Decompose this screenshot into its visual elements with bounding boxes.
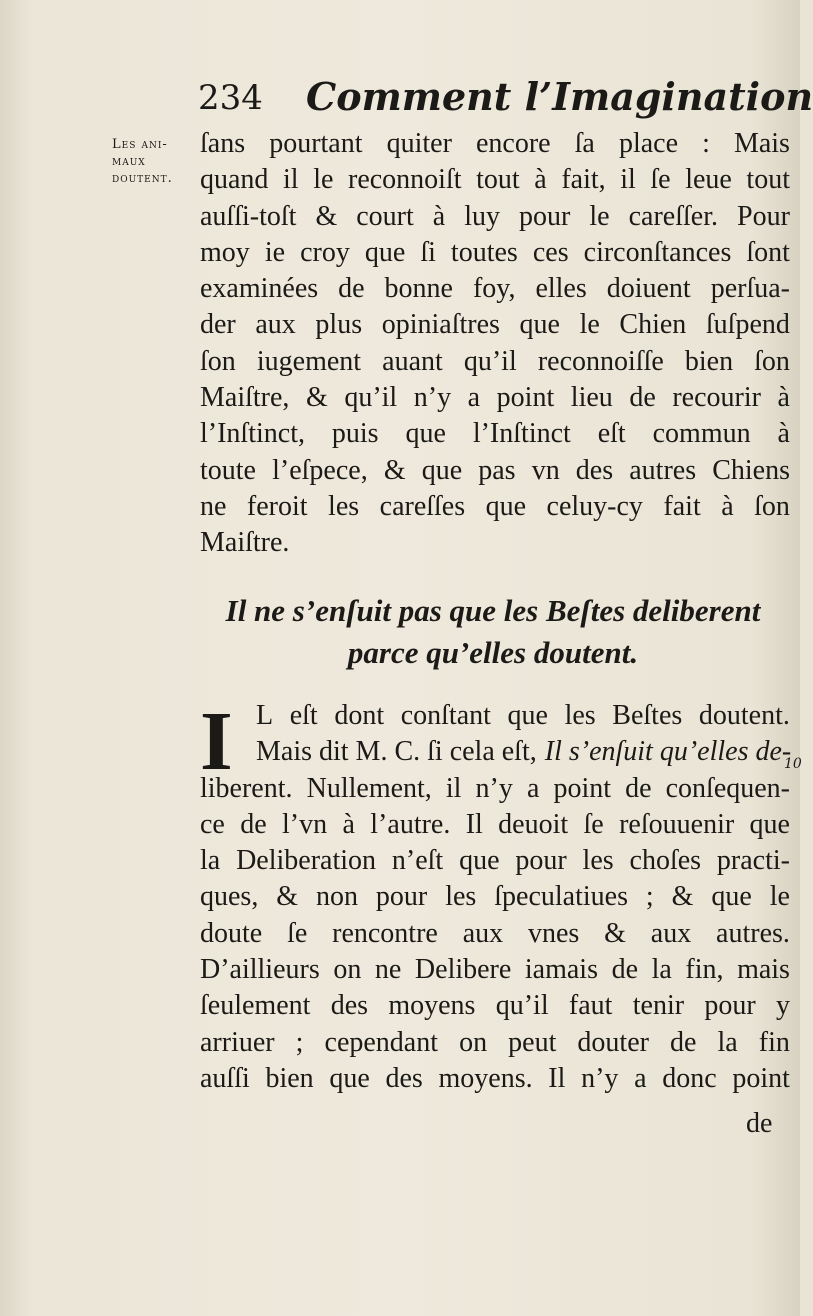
word: a [634, 1062, 647, 1094]
margin-note-line: Les ani- [112, 137, 168, 152]
word: pour [515, 845, 567, 877]
text-line [200, 1025, 790, 1061]
word: bien [265, 1062, 314, 1094]
word: ces [532, 236, 569, 268]
word: pour [704, 990, 756, 1022]
heading-line: parce qu’elles doutent. [347, 635, 639, 670]
word: reconnoiſt [348, 164, 462, 196]
word: iugement [256, 345, 362, 377]
word: les [582, 845, 614, 877]
word: luy [464, 200, 501, 232]
word: que [405, 418, 446, 450]
word: à [777, 418, 790, 450]
word: pour [375, 881, 428, 913]
word: de [629, 382, 656, 414]
word: ; [645, 881, 654, 913]
word: la [651, 954, 672, 986]
word: deuoit [498, 808, 569, 840]
word: der [200, 309, 236, 341]
text-line [200, 988, 790, 1024]
word: tout [746, 164, 790, 196]
word: auſſi [200, 1062, 250, 1094]
word: L [256, 700, 274, 731]
word: le [769, 881, 790, 913]
word: Chien [619, 309, 687, 341]
word: Delibere [414, 954, 512, 986]
word: il [445, 772, 462, 804]
word: Chiens [712, 454, 790, 486]
word: ſi [420, 236, 436, 268]
word: que [485, 490, 527, 522]
word: moyens. [438, 1062, 533, 1094]
word: à [721, 490, 734, 522]
text-line [200, 162, 790, 198]
word: ſon [754, 490, 790, 522]
word: point [732, 1062, 790, 1094]
word: ſont [746, 236, 790, 268]
word: les [445, 881, 477, 913]
word: Maiſtre, [200, 382, 290, 414]
word: faut [568, 990, 613, 1022]
text-line [200, 916, 790, 952]
text-line [200, 771, 790, 807]
word: que [711, 881, 752, 913]
word: mais [737, 954, 790, 986]
word: ; [295, 1026, 304, 1058]
word: ie [264, 236, 286, 268]
word: fin, [685, 954, 724, 986]
word: recourir [672, 382, 761, 414]
word: fin [758, 1026, 790, 1058]
word: point [553, 772, 612, 804]
word: non [315, 881, 358, 913]
word: il [283, 164, 299, 196]
side-reference: 10 [784, 756, 802, 772]
margin-note [112, 136, 204, 187]
word: ſon [200, 345, 236, 377]
text-line [200, 199, 790, 235]
margin-note-line: maux [112, 154, 146, 169]
word: opiniaſtres [381, 309, 500, 341]
word: pourtant [269, 128, 363, 159]
word: point [496, 382, 555, 414]
word: fait [663, 490, 701, 522]
paragraph-1 [200, 126, 790, 562]
word: que [421, 454, 463, 486]
word: examinées [200, 273, 319, 305]
page-number: 234 [198, 78, 263, 118]
word: auſſi-toſt [200, 200, 297, 232]
word: Nullement, [306, 772, 432, 804]
word: l’eſpece, [272, 454, 368, 486]
text-line [200, 843, 790, 879]
word: & [383, 454, 406, 486]
heading-line: Il ne s’enſuit pas que les Beſtes deliberent [225, 593, 761, 628]
word: tenir [632, 990, 685, 1022]
word: conſequen- [665, 772, 790, 804]
word: aux [462, 917, 504, 949]
paragraph-2 [200, 695, 792, 1097]
text-line [200, 344, 790, 380]
word: de [338, 273, 365, 305]
word: aux [255, 309, 296, 341]
word: des [330, 990, 369, 1022]
word: de [670, 1026, 697, 1058]
text-line: Maiſtre. [200, 527, 290, 559]
word: a [526, 772, 540, 804]
word: ſuſpend [705, 309, 790, 341]
word: il [620, 164, 636, 196]
word: ſe [583, 808, 604, 840]
word: celuy-cy [546, 490, 643, 522]
word: n’y [475, 772, 513, 804]
word: peut [508, 1026, 557, 1058]
text-line [200, 734, 790, 770]
word: & [671, 881, 694, 913]
word: eſt [289, 700, 318, 731]
word: foy, [472, 273, 516, 305]
word: que [519, 309, 560, 341]
word: à [342, 808, 355, 840]
word: encore [475, 128, 551, 159]
word: quand [200, 164, 269, 196]
word: careſſer. [628, 200, 718, 232]
word: practi- [716, 845, 790, 877]
text-segment: Mais dit M. C. ſi cela eſt, [256, 736, 537, 768]
word: doute [200, 917, 263, 949]
word: liberent. [200, 772, 293, 804]
word: reſouuenir [619, 808, 735, 840]
section-heading [198, 590, 788, 674]
word: elles [535, 273, 587, 305]
word: à [534, 164, 547, 196]
margin-note-line: doutent. [112, 171, 173, 186]
word: que [329, 1062, 370, 1094]
word: Il [465, 808, 483, 840]
text-line [200, 126, 790, 162]
word: doutent. [698, 700, 790, 731]
text-line [200, 807, 790, 843]
word: ſon [754, 345, 790, 377]
word: doiuent [606, 273, 691, 305]
word: arriuer [200, 1026, 275, 1058]
word: toute [200, 454, 256, 486]
word: que [749, 808, 790, 840]
word: qu’il [495, 990, 549, 1022]
word: rencontre [332, 917, 438, 949]
word: Deliberation [236, 845, 377, 877]
word: ſans [200, 128, 246, 159]
word: ne [374, 954, 402, 986]
word: des [385, 1062, 423, 1094]
word: perſua- [710, 273, 790, 305]
text-line [200, 952, 790, 988]
word: ques, [200, 881, 259, 913]
word: eſt [597, 418, 626, 450]
word: vnes [527, 917, 580, 949]
text-line [200, 489, 790, 525]
word: on [333, 954, 362, 986]
page-header [198, 72, 813, 132]
word: fait, [561, 164, 606, 196]
running-title: Comment l’Imagination [306, 74, 813, 119]
word: l’Inſtinct [472, 418, 571, 450]
word: reconnoiſſe [537, 345, 664, 377]
word: court [356, 200, 414, 232]
word: : [702, 128, 710, 159]
word: & [276, 881, 299, 913]
word: n’y [581, 1062, 619, 1094]
word: n’eſt [391, 845, 444, 877]
word: qu’il [463, 345, 517, 377]
word: autres. [716, 917, 790, 949]
word: que [459, 845, 500, 877]
text-line [200, 307, 790, 343]
word: dont [334, 700, 385, 731]
word: Pour [737, 200, 790, 232]
word: le [589, 200, 610, 232]
word: pas [478, 454, 516, 486]
word: bonne [384, 273, 453, 305]
word: de [625, 772, 652, 804]
word: de [240, 808, 267, 840]
word: n’y [413, 382, 452, 414]
word: ſeulement [200, 990, 311, 1022]
word: la [717, 1026, 738, 1058]
word: y [775, 990, 790, 1022]
word: Il [548, 1062, 566, 1094]
word: l’vn [282, 808, 328, 840]
word: que [507, 700, 548, 731]
word: & [315, 200, 338, 232]
word: toutes [450, 236, 518, 268]
word: ſa [574, 128, 595, 159]
word: lieu [570, 382, 613, 414]
text-line [200, 416, 790, 452]
word: on [459, 1026, 488, 1058]
text-line [200, 380, 790, 416]
text-line [200, 879, 790, 915]
word: ſe [650, 164, 671, 196]
word: de [611, 954, 638, 986]
word: des [575, 454, 614, 486]
catchword: de [746, 1108, 773, 1139]
word: l’autre. [370, 808, 451, 840]
word: plus [315, 309, 363, 341]
word: qu’il [344, 382, 398, 414]
word: à [432, 200, 446, 232]
word: cependant [324, 1026, 439, 1058]
word: moyens [388, 990, 476, 1022]
word: le [313, 164, 334, 196]
word: tout [476, 164, 520, 196]
word: puis [331, 418, 379, 450]
word: Beſtes [612, 700, 683, 731]
word: a [467, 382, 481, 414]
word: leue [685, 164, 732, 196]
word: iamais [524, 954, 598, 986]
word: les [564, 700, 596, 731]
word: Mais [733, 128, 790, 159]
word: circonſtances [583, 236, 732, 268]
word: place [618, 128, 679, 159]
text-line [200, 271, 790, 307]
word: auant [382, 345, 443, 377]
word: conſtant [400, 700, 491, 731]
word: quiter [386, 128, 452, 159]
word: pour [519, 200, 571, 232]
word: la [200, 845, 221, 877]
word: D’aillieurs [200, 954, 320, 986]
word: l’Inſtinct, [200, 418, 305, 450]
text-line [200, 1061, 790, 1097]
word: vn [531, 454, 560, 486]
word: aux [650, 917, 692, 949]
drop-cap: I [200, 695, 233, 788]
word: à [777, 382, 790, 414]
word: careſſes [379, 490, 466, 522]
word: croy [300, 236, 350, 268]
text-line [200, 235, 790, 271]
word: feroit [246, 490, 308, 522]
text-line [200, 698, 790, 734]
word: ſe [287, 917, 308, 949]
word: moy [200, 236, 250, 268]
word: ſpeculatiues [494, 881, 628, 913]
word: le [579, 309, 600, 341]
word: bien [684, 345, 734, 377]
word: les [328, 490, 360, 522]
word: donc [662, 1062, 717, 1094]
word: que [364, 236, 406, 268]
word: choſes [629, 845, 702, 877]
word: autres [629, 454, 697, 486]
word: douter [577, 1026, 649, 1058]
text-line [200, 453, 790, 489]
word: & [305, 382, 328, 414]
word: commun [652, 418, 751, 450]
word: & [604, 917, 626, 949]
word: ne [200, 490, 227, 522]
italic-quote: Il s’enſuit qu’elles de- [544, 736, 792, 768]
word: ce [200, 808, 225, 840]
